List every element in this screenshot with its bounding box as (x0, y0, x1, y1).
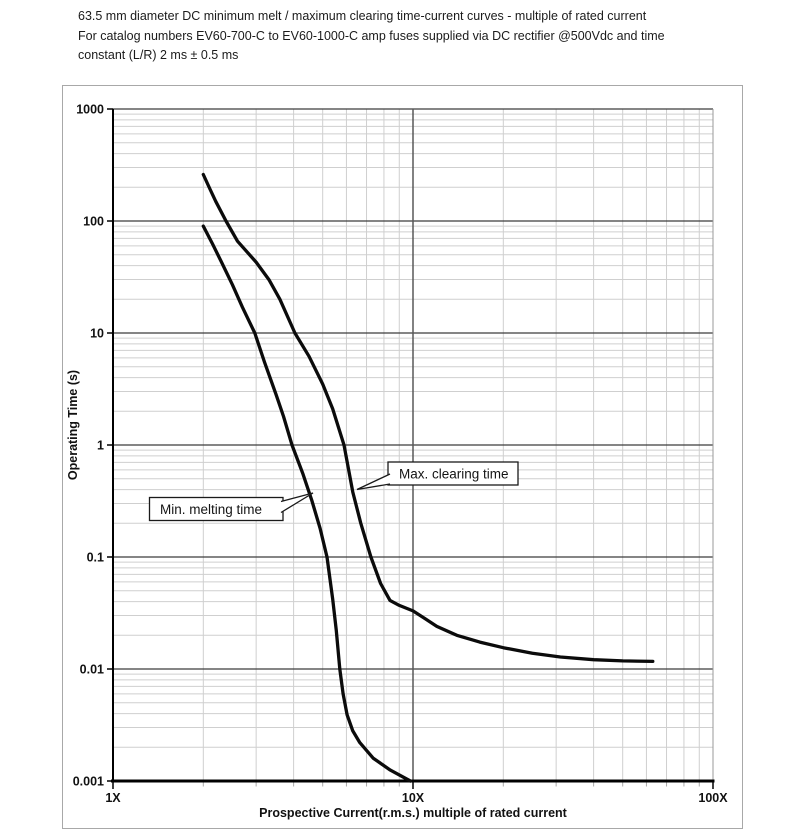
chart-frame (62, 85, 743, 829)
min-melting-callout (150, 493, 314, 521)
x-axis-title: Prospective Current(r.m.s.) multiple of rated current (259, 806, 567, 820)
figure-caption-line-3: constant (L/R) 2 ms ± 0.5 ms (78, 48, 239, 62)
min-melting-callout-pointer (281, 493, 313, 513)
y-tick-label: 0.01 (79, 662, 104, 677)
y-axis-title: Operating Time (s) (66, 369, 80, 481)
axis-ticks (107, 109, 713, 789)
x-tick-label: 10X (401, 791, 425, 805)
figure-caption-line-1: 63.5 mm diameter DC minimum melt / maximum clearing time-current curves - multiple of rated current (78, 9, 647, 23)
max-clearing-callout (357, 462, 518, 490)
x-tick-label: 1X (105, 791, 121, 805)
min-melting-callout-label: Min. melting time (160, 502, 263, 517)
y-tick-label: 0.001 (72, 774, 104, 789)
max-clearing-callout-label: Max. clearing time (399, 466, 509, 482)
figure-caption-line-2: For catalog numbers EV60-700-C to EV60-1000-C amp fuses supplied via DC rectifier @500Vdc and time (78, 28, 665, 43)
time-current-chart (63, 86, 742, 828)
x-tick-label: 100X (698, 791, 728, 805)
y-tick-label: 0.1 (86, 550, 104, 565)
figure-caption (78, 7, 790, 66)
y-tick-label: 1000 (76, 102, 104, 117)
max-clearing-curve (203, 175, 653, 662)
axis-tick-labels (73, 103, 729, 806)
y-tick-label: 10 (90, 326, 104, 341)
y-tick-label: 1 (97, 438, 104, 453)
max-clearing-callout-pointer (357, 474, 390, 490)
y-tick-label: 100 (83, 214, 104, 229)
